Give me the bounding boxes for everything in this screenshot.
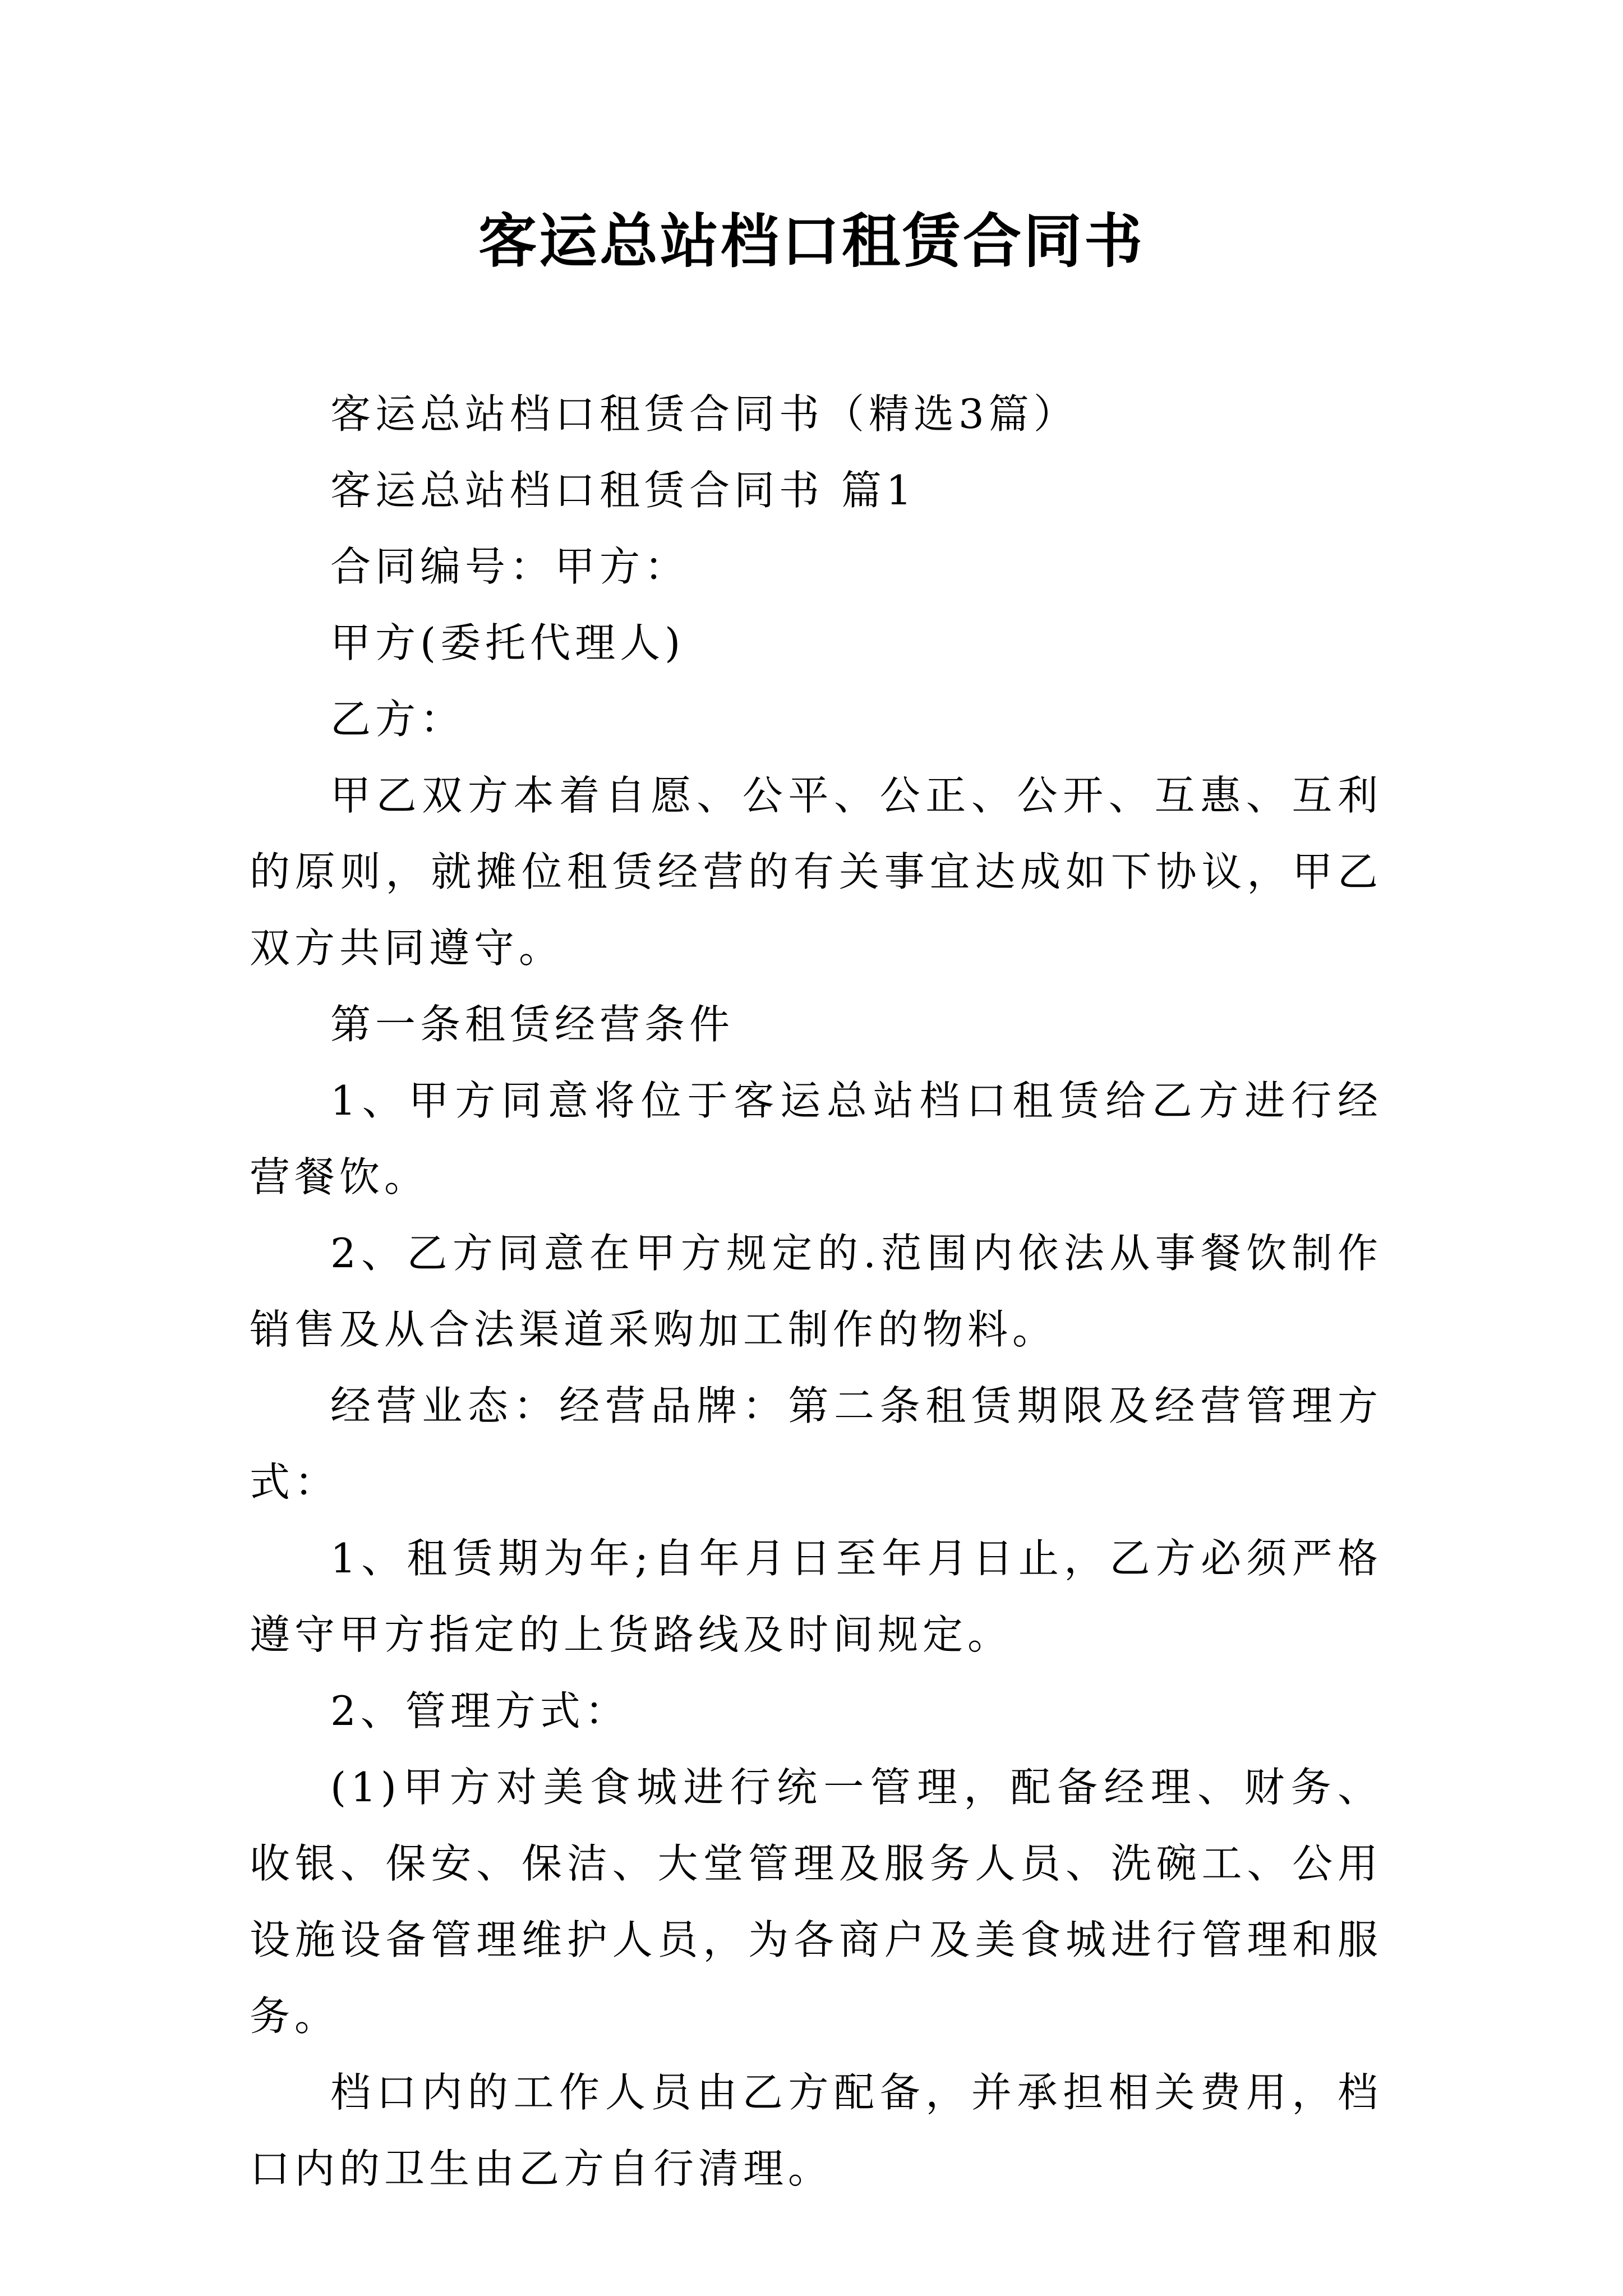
paragraph-staff: 档口内的工作人员由乙方配备，并承担相关费用，档口内的卫生由乙方自行清理。 bbox=[250, 2069, 1382, 2192]
paragraph-principles: 甲乙双方本着自愿、公平、公正、公开、互惠、互利的原则，就摊位租赁经营的有关事宜达成如下协议，甲乙双方共同遵守。 bbox=[250, 772, 1382, 972]
paragraph-party-a-agent: 甲方(委托代理人) bbox=[330, 619, 685, 666]
paragraph-section-heading: 客运总站档口租赁合同书 篇1 bbox=[330, 467, 916, 514]
paragraph-clause-2-2-1: (1)甲方对美食城进行统一管理，配备经理、财务、收银、保安、保洁、大堂管理及服务人员、洗碗工、公用设施设备管理维护人员，为各商户及美食城进行管理和服务。 bbox=[250, 1764, 1382, 2040]
paragraph-party-b: 乙方： bbox=[330, 696, 465, 743]
paragraph-clause-2-2: 2、管理方式： bbox=[330, 1687, 630, 1734]
paragraph-clause-1-2: 2、乙方同意在甲方规定的.范围内依法从事餐饮制作销售及从合法渠道采购加工制作的物料。 bbox=[250, 1230, 1382, 1353]
paragraph-business-format: 经营业态：经营品牌：第二条租赁期限及经营管理方式： bbox=[250, 1382, 1382, 1506]
document-title: 客运总站档口租赁合同书 bbox=[478, 206, 1145, 275]
paragraph-clause-1-1: 1、甲方同意将位于客运总站档口租赁给乙方进行经营餐饮。 bbox=[250, 1077, 1382, 1200]
paragraph-subtitle: 客运总站档口租赁合同书（精选3篇） bbox=[330, 390, 1078, 438]
paragraph-article-1: 第一条租赁经营条件 bbox=[330, 1001, 735, 1048]
document-body bbox=[250, 376, 1382, 2207]
paragraph-clause-2-1: 1、租赁期为年;自年月日至年月日止，乙方必须严格遵守甲方指定的上货路线及时间规定。 bbox=[250, 1535, 1382, 1658]
paragraph-contract-number: 合同编号：甲方： bbox=[330, 543, 690, 590]
